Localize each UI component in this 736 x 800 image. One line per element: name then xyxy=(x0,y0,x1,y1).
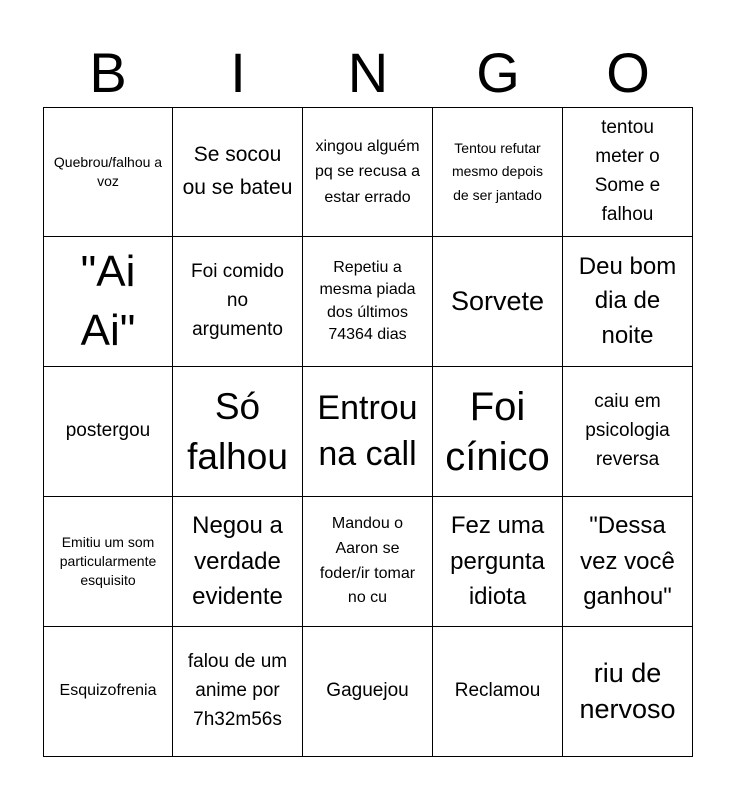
bingo-cell[interactable] xyxy=(173,627,303,757)
bingo-cell[interactable] xyxy=(303,367,433,497)
bingo-cell-text: tentou meter o Some e falhou xyxy=(594,117,661,225)
bingo-cell-text: caiu em psicologia reversa xyxy=(585,391,670,470)
header-letter-i: I xyxy=(230,41,246,104)
bingo-cell[interactable] xyxy=(173,237,303,367)
bingo-cell[interactable] xyxy=(563,627,693,757)
bingo-cell-text: Quebrou/falhou a voz xyxy=(53,154,163,189)
bingo-cell-text: Fez uma pergunta idiota xyxy=(450,512,545,611)
bingo-cell-text: xingou alguém pq se recusa a estar errado xyxy=(315,137,420,206)
bingo-cell[interactable] xyxy=(563,367,693,497)
bingo-cell-text: Emitiu um som particularmente esquisito xyxy=(59,534,157,588)
bingo-cell[interactable] xyxy=(43,237,173,367)
bingo-cell[interactable] xyxy=(173,497,303,627)
bingo-cell[interactable] xyxy=(433,497,563,627)
bingo-cell-text: Se socou ou se bateu xyxy=(182,143,293,199)
bingo-header xyxy=(43,40,693,106)
bingo-cell-text: Foi comido no argumento xyxy=(191,261,284,340)
bingo-cell[interactable] xyxy=(433,237,563,367)
bingo-cell[interactable] xyxy=(43,497,173,627)
bingo-cell[interactable] xyxy=(173,367,303,497)
bingo-cell-text: riu de nervoso xyxy=(579,657,676,724)
bingo-cell[interactable] xyxy=(43,627,173,757)
bingo-cell[interactable] xyxy=(433,367,563,497)
header-letter-b: B xyxy=(89,41,127,104)
bingo-cell-text: Repetiu a mesma piada dos últimos 74364 dias xyxy=(319,258,416,343)
bingo-cell-text: Mandou o Aaron se foder/ir tomar no cu xyxy=(319,514,416,607)
bingo-board xyxy=(43,107,693,757)
bingo-cell-text: falou de um anime por 7h32m56s xyxy=(187,651,288,730)
bingo-cell[interactable] xyxy=(303,237,433,367)
bingo-cell-text: Foi cínico xyxy=(445,384,550,479)
bingo-cell-text: Entrou na call xyxy=(317,389,418,473)
bingo-cell-text: Só falhou xyxy=(187,385,288,477)
bingo-cell-text: "Dessa vez você ganhou" xyxy=(580,512,675,611)
bingo-cell[interactable] xyxy=(563,107,693,237)
bingo-cell-text: Gaguejou xyxy=(326,680,409,702)
bingo-cell-text: Sorvete xyxy=(450,285,545,316)
bingo-cell-text: Esquizofrenia xyxy=(59,682,157,700)
bingo-cell[interactable] xyxy=(173,107,303,237)
header-letter-n: N xyxy=(347,41,389,104)
bingo-cell-text: Reclamou xyxy=(454,680,541,702)
bingo-cell-text: postergou xyxy=(65,420,151,442)
bingo-cell-text: Tentou refutar mesmo depois de ser jantado xyxy=(451,140,544,203)
bingo-cell-text: Negou a verdade evidente xyxy=(192,512,283,611)
header-letter-g: G xyxy=(476,41,520,104)
bingo-cell[interactable] xyxy=(303,627,433,757)
bingo-cell[interactable] xyxy=(433,627,563,757)
bingo-cell[interactable] xyxy=(563,237,693,367)
bingo-cell[interactable] xyxy=(43,367,173,497)
bingo-cell[interactable] xyxy=(433,107,563,237)
header-letter-o: O xyxy=(606,41,650,104)
bingo-cell[interactable] xyxy=(563,497,693,627)
bingo-cell[interactable] xyxy=(303,107,433,237)
bingo-cell-text: "Ai Ai" xyxy=(80,246,136,355)
bingo-cell-text: Deu bom dia de noite xyxy=(578,253,677,349)
bingo-cell[interactable] xyxy=(43,107,173,237)
bingo-cell[interactable] xyxy=(303,497,433,627)
